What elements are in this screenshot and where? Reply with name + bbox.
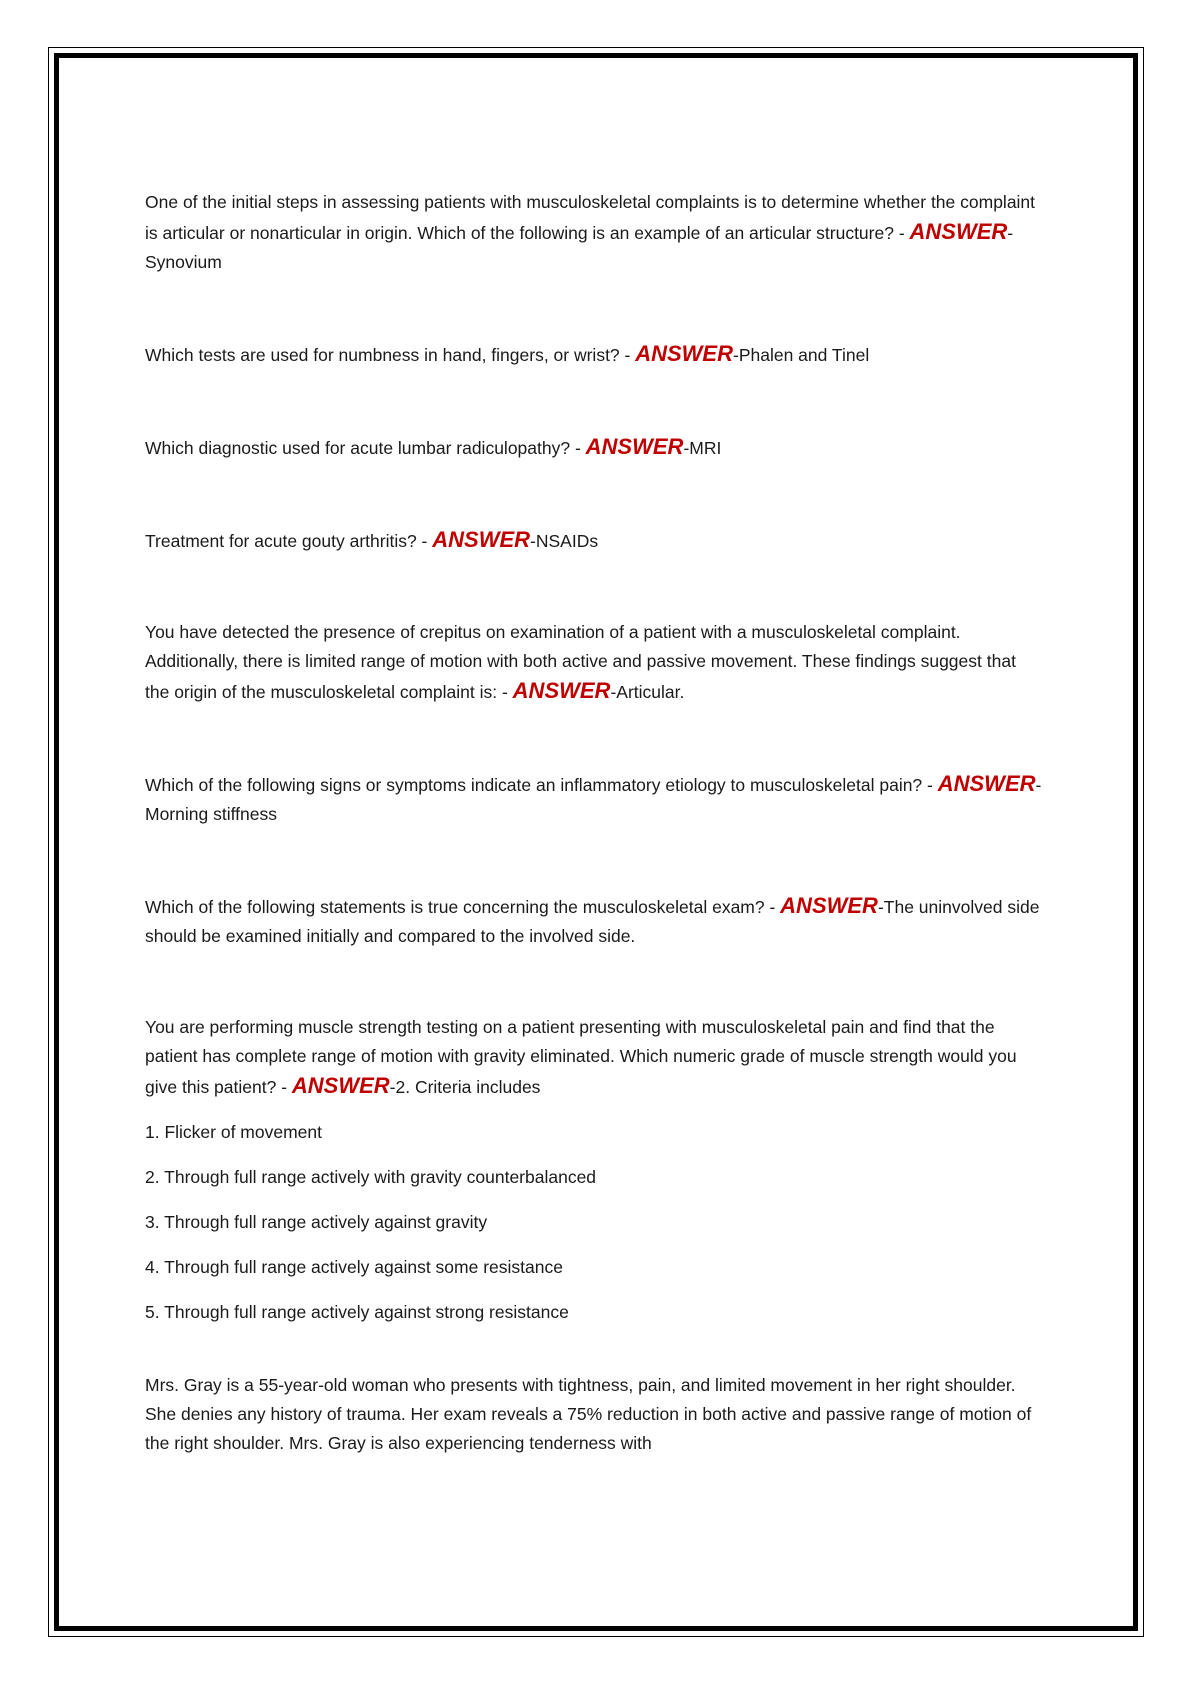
- answer-text: -Phalen and Tinel: [733, 345, 870, 365]
- list-item: 2. Through full range actively with gravity counterbalanced: [145, 1167, 597, 1187]
- answer-text: -Synovium: [145, 223, 1014, 272]
- answer-tag: ANSWER: [585, 434, 684, 459]
- list-item: 5. Through full range actively against strong resistance: [145, 1302, 569, 1322]
- answer-text: -MRI: [683, 438, 722, 458]
- answer-tag: ANSWER: [937, 771, 1036, 796]
- answer-tag: ANSWER: [291, 1073, 390, 1098]
- answer-text: -2. Criteria includes: [389, 1077, 541, 1097]
- qa-item-6: Which of the following signs or symptoms indicate an inflammatory etiology to musculoskeletal pain? - ANSWER-Morning stiffness: [145, 771, 1042, 824]
- qa-item-7: Which of the following statements is true concerning the musculoskeletal exam? - ANSWER-The uninvolved side should be examined initially and compared to the involved side.: [145, 893, 1040, 946]
- answer-text: -Morning stiffness: [145, 775, 1042, 824]
- qa-item-2: Which tests are used for numbness in hand, fingers, or wrist? - ANSWER-Phalen and Tinel: [145, 341, 870, 366]
- document-body: [145, 188, 1045, 1458]
- answer-tag: ANSWER: [635, 341, 733, 366]
- list-item: 1. Flicker of movement: [145, 1122, 322, 1142]
- answer-tag: ANSWER: [780, 893, 878, 918]
- answer-tag: ANSWER: [909, 219, 1008, 244]
- criteria-list: [145, 1118, 1045, 1327]
- qa-item-5: You have detected the presence of crepitus on examination of a patient with a musculoskeletal complaint. Additionally, there is limited range of motion with both active and passive movement. These findings suggest that the origin of the musculoskeletal complaint is: - ANSWER-Articular.: [145, 622, 1016, 703]
- list-item: 4. Through full range actively against some resistance: [145, 1257, 563, 1277]
- qa-item-4: Treatment for acute gouty arthritis? - ANSWER-NSAIDs: [145, 527, 599, 552]
- qa-item-8: You are performing muscle strength testing on a patient presenting with musculoskeletal pain and find that the patient has complete range of motion with gravity eliminated. Which numeric grade of muscle strength would you give this patient? - ANSWER-2. Criteria includes: [145, 1017, 1017, 1098]
- answer-text: -Articular.: [610, 682, 685, 702]
- answer-tag: ANSWER: [512, 678, 611, 703]
- qa-item-3: Which diagnostic used for acute lumbar radiculopathy? - ANSWER-MRI: [145, 434, 722, 459]
- list-item: 3. Through full range actively against gravity: [145, 1212, 488, 1232]
- qa-item-1: One of the initial steps in assessing patients with musculoskeletal complaints is to determine whether the complaint is articular or nonarticular in origin. Which of the following is an example of an articular structure? - ANSWER-Synovium: [145, 192, 1036, 272]
- final-paragraph: Mrs. Gray is a 55-year-old woman who presents with tightness, pain, and limited movement in her right shoulder. She denies any history of trauma. Her exam reveals a 75% reduction in both active and passive range of motion of the right shoulder. Mrs. Gray is also experiencing tenderness with: [145, 1375, 1032, 1453]
- answer-tag: ANSWER: [432, 527, 531, 552]
- answer-text: -NSAIDs: [530, 531, 599, 551]
- answer-text: -The uninvolved side should be examined initially and compared to the involved side.: [145, 897, 1040, 946]
